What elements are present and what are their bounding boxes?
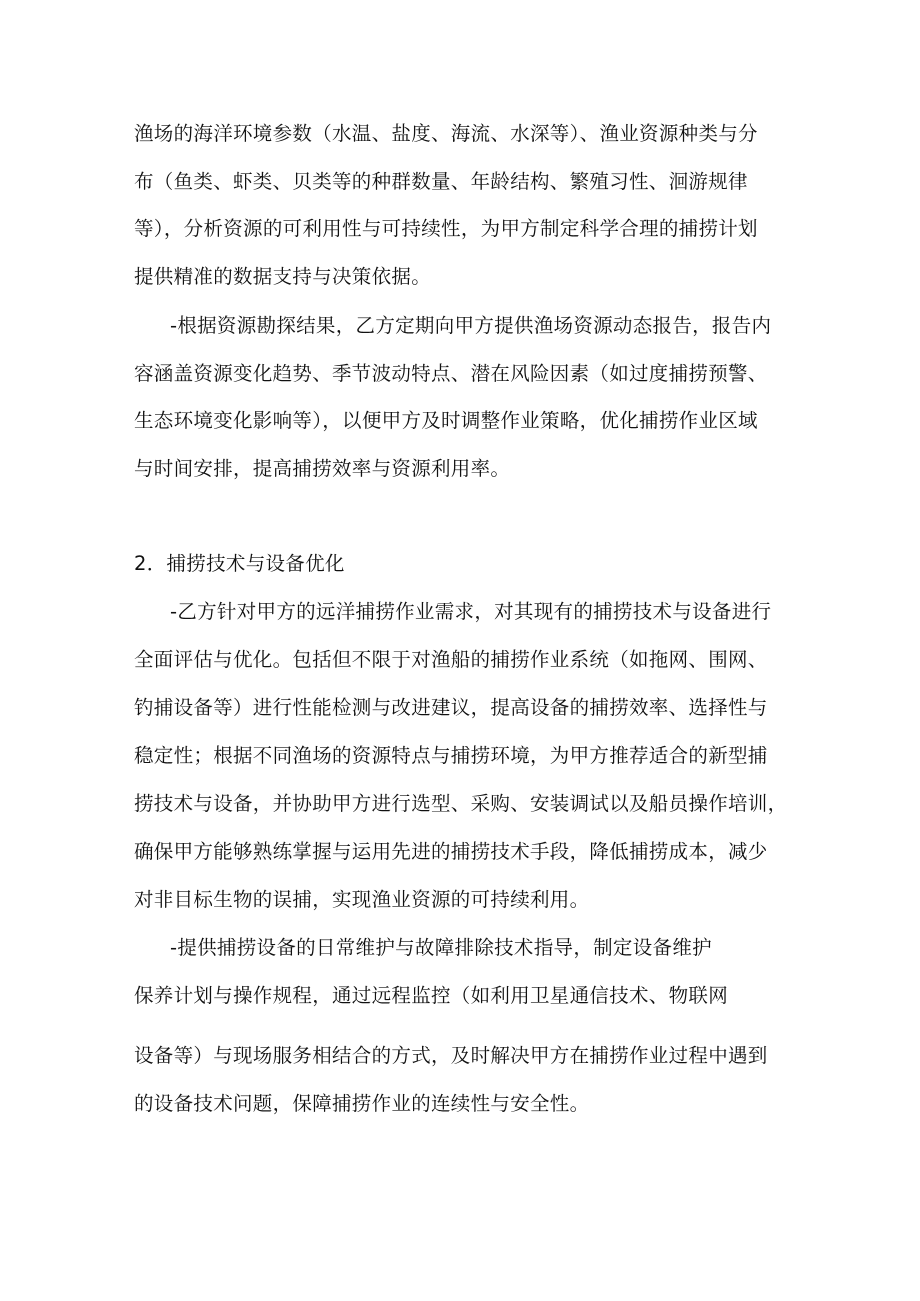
text-line: 等），分析资源的可利用性与可持续性，为甲方制定科学合理的捕捞计划: [134, 217, 758, 240]
text-line: 全面评估与优化。包括但不限于对渔船的捕捞作业系统（如拖网、围网、: [134, 648, 768, 671]
section-heading: 2．捕捞技术与设备优化: [134, 552, 345, 575]
text-line: 生态环境变化影响等），以便甲方及时调整作业策略，优化捕捞作业区域: [134, 409, 758, 432]
text-line: 提供精准的数据支持与决策依据。: [134, 265, 432, 288]
text-line: -乙方针对甲方的远洋捕捞作业需求，对其现有的捕捞技术与设备进行: [170, 600, 772, 623]
text-line: 对非目标生物的误捕，实现渔业资源的可持续利用。: [134, 888, 590, 911]
text-line: 渔场的海洋环境参数（水温、盐度、海流、水深等）、渔业资源种类与分: [134, 122, 758, 145]
text-line: 保养计划与操作规程，通过远程监控（如利用卫星通信技术、物联网: [134, 984, 729, 1007]
text-line: 与时间安排，提高捕捞效率与资源利用率。: [134, 457, 511, 480]
text-line: -提供捕捞设备的日常维护与故障排除技术指导，制定设备维护: [170, 936, 712, 959]
text-line: 钓捕设备等）进行性能检测与改进建议，提高设备的捕捞效率、选择性与: [134, 696, 768, 719]
text-line: 设备等）与现场服务相结合的方式，及时解决甲方在捕捞作业过程中遇到: [134, 1044, 768, 1067]
text-line: -根据资源勘探结果，乙方定期向甲方提供渔场资源动态报告，报告内: [170, 314, 772, 337]
text-line: 的设备技术问题，保障捕捞作业的连续性与安全性。: [134, 1092, 590, 1115]
text-line: 捞技术与设备，并协助甲方进行选型、采购、安装调试以及船员操作培训，: [134, 792, 788, 815]
text-line: 确保甲方能够熟练掌握与运用先进的捕捞技术手段，降低捕捞成本，减少: [134, 840, 768, 863]
text-line: 布（鱼类、虾类、贝类等的种群数量、年龄结构、繁殖习性、洄游规律: [134, 170, 748, 193]
text-line: 容涵盖资源变化趋势、季节波动特点、潜在风险因素（如过度捕捞预警、: [134, 362, 768, 385]
text-line: 稳定性；根据不同渔场的资源特点与捕捞环境，为甲方推荐适合的新型捕: [134, 744, 768, 767]
